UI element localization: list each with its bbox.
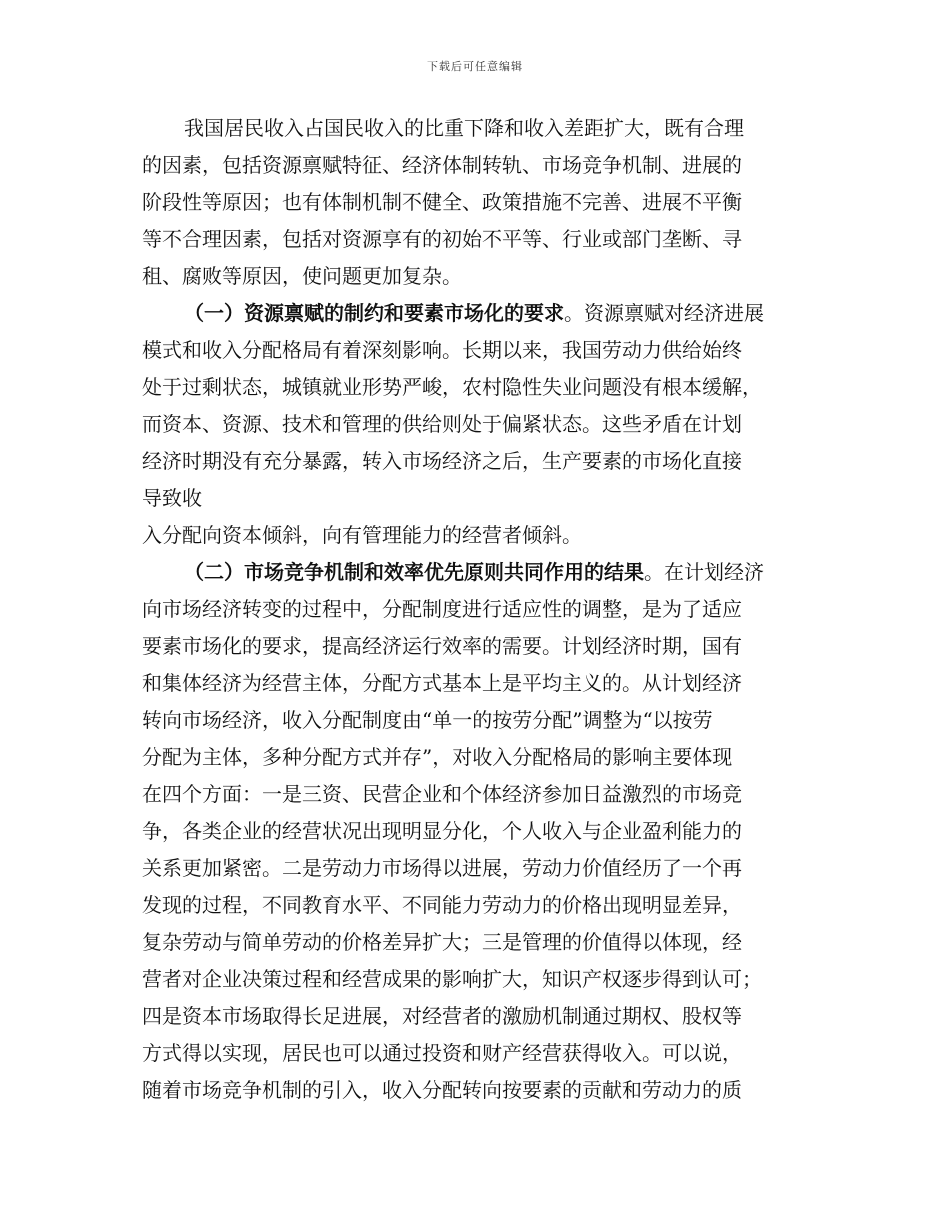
text-line: 四是资本市场取得长足进展，对经营者的激励机制通过期权、股权等 (142, 1004, 742, 1028)
section-heading-line (142, 554, 814, 591)
section-heading-2: （二）市场竞争机制和效率优先原则共同作用的结果 (184, 560, 644, 584)
text-line: 处于过剩状态，城镇就业形势严峻，农村隐性失业问题没有根本缓解， (142, 375, 762, 399)
text-line: 在四个方面：一是三资、民营企业和个体经济参加日益激烈的市场竞 (142, 782, 742, 806)
text-line: 营者对企业决策过程和经营成果的影响扩大，知识产权逐步得到认可； (142, 967, 762, 991)
text-line: 而资本、资源、技术和管理的供给则处于偏紧状态。这些矛盾在计划 (142, 412, 742, 436)
text-line: 入分配向资本倾斜，向有管理能力的经营者倾斜。 (142, 523, 582, 547)
text-line: 阶段性等原因；也有体制机制不健全、政策措施不完善、进展不平衡 (142, 190, 742, 214)
text-line: 关系更加紧密。二是劳动力市场得以进展，劳动力价值经历了一个再 (142, 856, 742, 880)
text-line: 分配为主体，多种分配方式并存”，对收入分配格局的影响主要体现 (142, 745, 733, 769)
page-header: 下载后可任意编辑 (427, 60, 523, 73)
text-line: 导致收 (142, 486, 202, 510)
text-line: 方式得以实现，居民也可以通过投资和财产经营获得收入。可以说， (142, 1041, 742, 1065)
text-line: 转向市场经济，收入分配制度由“单一的按劳分配”调整为“以按劳 (142, 708, 713, 732)
text-line: 我国居民收入占国民收入的比重下降和收入差距扩大，既有合理 (184, 116, 744, 140)
section-text: 。在计划经济 (644, 560, 764, 584)
text-line: 的因素，包括资源禀赋特征、经济体制转轨、市场竞争机制、进展的 (142, 153, 742, 177)
document-body (142, 110, 814, 1109)
text-line: 随着市场竞争机制的引入，收入分配转向按要素的贡献和劳动力的质 (142, 1078, 742, 1102)
section-heading-1: （一）资源禀赋的制约和要素市场化的要求 (184, 301, 564, 325)
text-line: 租、腐败等原因，使问题更加复杂。 (142, 264, 462, 288)
text-line: 向市场经济转变的过程中，分配制度进行适应性的调整，是为了适应 (142, 597, 742, 621)
text-line: 和集体经济为经营主体，分配方式基本上是平均主义的。从计划经济 (142, 671, 742, 695)
text-line: 复杂劳动与简单劳动的价格差异扩大；三是管理的价值得以体现，经 (142, 930, 742, 954)
text-line: 要素市场化的要求，提高经济运行效率的需要。计划经济时期，国有 (142, 634, 742, 658)
text-line: 争，各类企业的经营状况出现明显分化，个人收入与企业盈利能力的 (142, 819, 742, 843)
section-heading-line (142, 295, 814, 332)
text-line: 发现的过程，不同教育水平、不同能力劳动力的价格出现明显差异， (142, 893, 742, 917)
text-line: 经济时期没有充分暴露，转入市场经济之后，生产要素的市场化直接 (142, 449, 742, 473)
text-line: 等不合理因素，包括对资源享有的初始不平等、行业或部门垄断、寻 (142, 227, 742, 251)
section-text: 。资源禀赋对经济进展 (564, 301, 764, 325)
text-line: 模式和收入分配格局有着深刻影响。长期以来，我国劳动力供给始终 (142, 338, 742, 362)
